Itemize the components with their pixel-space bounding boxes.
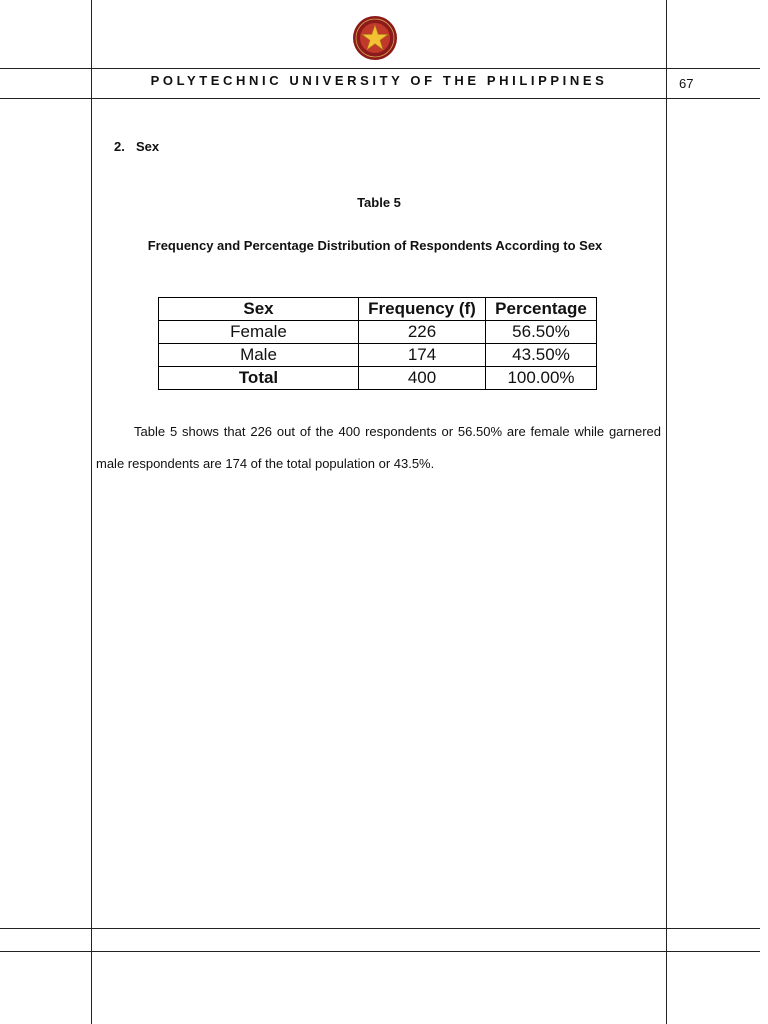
cell-percentage: 43.50% (486, 344, 597, 367)
table-row (159, 344, 597, 367)
table-header-row (159, 298, 597, 321)
page-number: 67 (679, 76, 694, 91)
section-title: Sex (136, 139, 160, 154)
header-top-line (0, 68, 760, 69)
cell-frequency: 226 (359, 321, 486, 344)
header-frequency: Frequency (f) (359, 298, 486, 321)
cell-total-percentage: 100.00% (486, 367, 597, 390)
frequency-table (158, 297, 597, 390)
right-margin-line (666, 0, 667, 1024)
section-heading (114, 139, 159, 154)
cell-total-label: Total (159, 367, 359, 390)
footer-top-line (0, 928, 760, 929)
cell-percentage: 56.50% (486, 321, 597, 344)
body-paragraph: Table 5 shows that 226 out of the 400 respondents or 56.50% are female while garnered male respondents are 174 of the total population or 43.5%. (96, 424, 661, 471)
table-row (159, 321, 597, 344)
section-number: 2. (114, 139, 125, 154)
header-percentage: Percentage (486, 298, 597, 321)
university-name: POLYTECHNIC UNIVERSITY OF THE PHILIPPINES (150, 73, 608, 88)
cell-frequency: 174 (359, 344, 486, 367)
cell-sex: Female (159, 321, 359, 344)
header-sex: Sex (159, 298, 359, 321)
cell-sex: Male (159, 344, 359, 367)
table-label: Table 5 (357, 195, 401, 210)
table-total-row (159, 367, 597, 390)
table-caption: Frequency and Percentage Distribution of Respondents According to Sex (147, 238, 603, 253)
footer-bottom-line (0, 951, 760, 952)
university-seal-icon (352, 15, 398, 61)
cell-total-frequency: 400 (359, 367, 486, 390)
left-margin-line (91, 0, 92, 1024)
header-bottom-line (0, 98, 760, 99)
